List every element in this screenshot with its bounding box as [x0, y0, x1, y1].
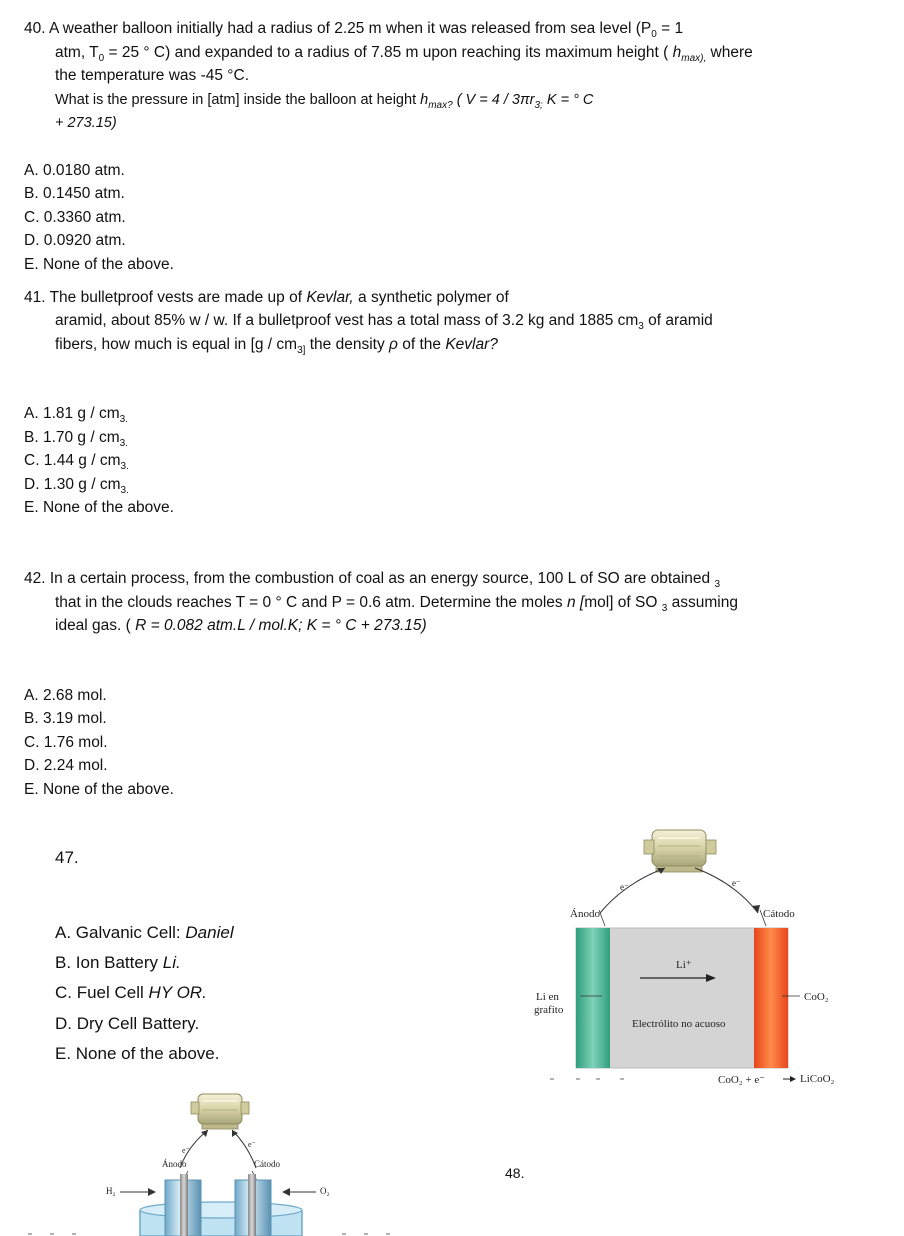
fuel-anode-label: Ánodo	[162, 1159, 187, 1169]
q47-option-a[interactable]: A. Galvanic Cell: Daniel	[55, 923, 234, 942]
li-graphite-label-2: grafito	[534, 1004, 564, 1016]
q41-option-b[interactable]: B. 1.70 g / $cm_{3.}$	[24, 429, 128, 450]
q47-number: 47.	[55, 848, 79, 867]
q42-option-a[interactable]: A. 2.68 mol.	[24, 687, 107, 704]
fuel-cathode-label: Cátodo	[254, 1159, 280, 1169]
q41-option-c[interactable]: C. 1.44 g / $cm_{3.}$	[24, 452, 129, 473]
q41-line-3: fibers, how much is equal in [$g / cm_{3]}$ the density ρ of the Kevlar?	[55, 336, 498, 357]
reaction-label-left: CoO₂ + e⁻	[718, 1074, 766, 1086]
fuel-cell-diagram	[20, 1088, 420, 1236]
q47-option-d[interactable]: D. Dry Cell Battery.	[55, 1014, 200, 1033]
q47-option-e[interactable]: E. None of the above.	[55, 1044, 220, 1063]
li-ion-label: Li⁺	[676, 959, 692, 971]
q47-option-b[interactable]: B. Ion Battery Li.	[55, 953, 181, 972]
q42-line-2: that in the clouds reaches T = 0 ° C and P = 0.6 atm. Determine the moles n [mol] of SO $_3$ assuming	[55, 594, 738, 615]
q40-option-a[interactable]: A. 0.0180 atm.	[24, 162, 125, 179]
q42-option-e[interactable]: E. None of the above.	[24, 781, 174, 798]
q40-option-e[interactable]: E. None of the above.	[24, 256, 174, 273]
q40-option-c[interactable]: C. 0.3360 atm.	[24, 209, 126, 226]
q48-number: 48.	[505, 1165, 525, 1181]
q42-line-1: 42. In a certain process, from the combustion of coal as an energy source, 100 L of SO are obtained $_3$	[24, 570, 720, 591]
fuel-cell-svg	[20, 1088, 420, 1236]
li-ion-battery-diagram	[520, 818, 850, 1098]
q40-line-5: + 273.15)	[55, 115, 117, 131]
q41-option-a[interactable]: A. 1.81 g / $cm_{3.}$	[24, 405, 128, 426]
electrolyte-label: Electrólito no acuoso	[632, 1018, 726, 1030]
q40-option-b[interactable]: B. 0.1450 atm.	[24, 185, 125, 202]
reaction-product-label: LiCoO₂	[800, 1073, 835, 1085]
q42-option-d[interactable]: D. 2.24 mol.	[24, 757, 108, 774]
q42-line-3: ideal gas. ( R = 0.082 atm.L / mol.K; K = ° C + 273.15)	[55, 617, 427, 634]
q41-option-d[interactable]: D. 1.30 g / $cm_{3.}$	[24, 476, 129, 497]
q40-line-1: 40. A weather balloon initially had a radius of 2.25 m when it was released from sea level ($P_0 = 1$	[24, 20, 684, 41]
coo2-label: CoO₂	[804, 991, 829, 1003]
cathode-label: Cátodo	[763, 908, 795, 920]
electron-label-left: e⁻	[620, 882, 629, 892]
q41-line-2: aramid, about 85% w / w. If a bulletproof vest has a total mass of 3.2 kg and 1885 $cm_3$ of aramid	[55, 312, 713, 333]
o2-label: O₂	[320, 1186, 330, 1196]
q41-line-1: 41. The bulletproof vests are made up of Kevlar, a synthetic polymer of	[24, 289, 509, 306]
q40-line-2: atm, $T_0 = 25$ ° C) and expanded to a radius of 7.85 m upon reaching its maximum height ( $h_{max),}$ where	[55, 44, 753, 65]
q47-option-c[interactable]: C. Fuel Cell HY OR.	[55, 983, 207, 1002]
motor-icon-2	[191, 1094, 249, 1129]
motor-icon	[644, 830, 716, 872]
q40-option-d[interactable]: D. 0.0920 atm.	[24, 232, 126, 249]
q40-line-4: What is the pressure in [atm] inside the balloon at height $h_{max?}$ ( $V = 4 / 3\pi r_{3;}$ K = ° C	[55, 92, 594, 111]
q42-option-b[interactable]: B. 3.19 mol.	[24, 710, 107, 727]
fuel-electron-right: e⁻	[248, 1140, 256, 1149]
fuel-electron-left: e⁻	[182, 1146, 190, 1155]
q40-line-3: the temperature was -45 °C.	[55, 67, 250, 84]
anode-label: Ánodo	[570, 908, 600, 920]
q41-option-e[interactable]: E. None of the above.	[24, 499, 174, 516]
q42-option-c[interactable]: C. 1.76 mol.	[24, 734, 108, 751]
h2-label: H₂	[106, 1186, 116, 1196]
electron-label-right: e⁻	[732, 878, 741, 888]
li-graphite-label-1: Li en	[536, 991, 559, 1003]
